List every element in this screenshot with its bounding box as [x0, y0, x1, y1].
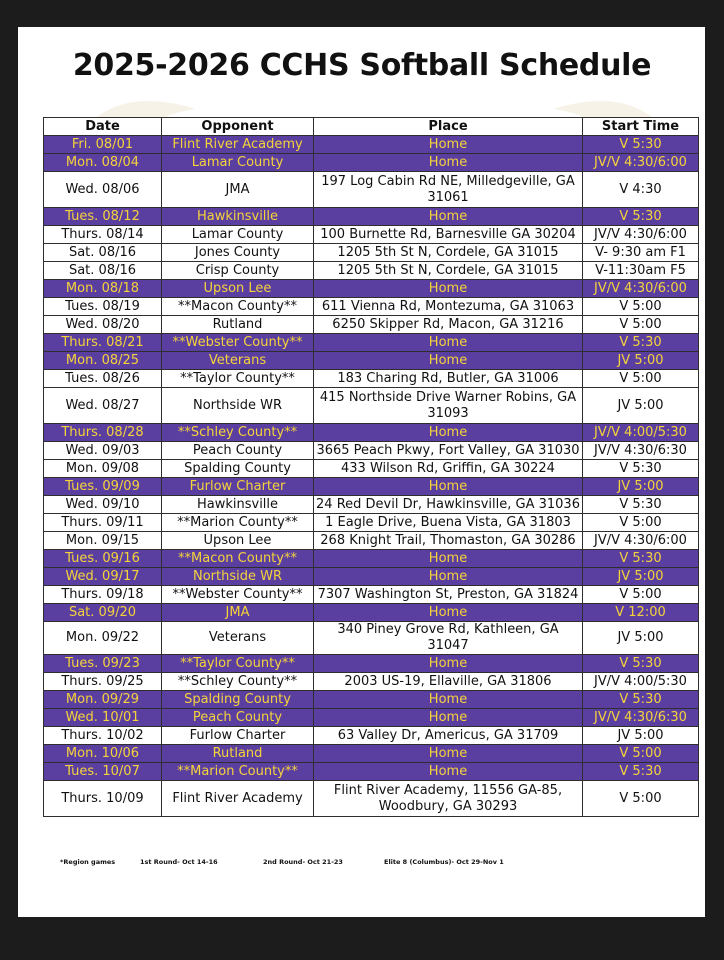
date-cell: Mon. 09/29: [44, 691, 162, 709]
home-game-row: [44, 604, 699, 622]
home-game-row: [44, 424, 699, 442]
start-time-cell: JV/V 4:30/6:00: [583, 280, 699, 298]
start-time-cell: JV/V 4:30/6:30: [583, 442, 699, 460]
opponent-cell: Rutland: [162, 316, 314, 334]
place-cell: Home: [314, 691, 583, 709]
opponent-cell: Peach County: [162, 709, 314, 727]
opponent-cell: Crisp County: [162, 262, 314, 280]
place-cell: Home: [314, 334, 583, 352]
date-cell: Thurs. 09/18: [44, 586, 162, 604]
place-cell: Home: [314, 604, 583, 622]
opponent-cell: **Schley County**: [162, 424, 314, 442]
date-cell: Thurs. 10/02: [44, 727, 162, 745]
away-game-row: [44, 370, 699, 388]
away-game-row: [44, 388, 699, 424]
place-cell: Home: [314, 280, 583, 298]
schedule-table: [43, 117, 699, 817]
date-cell: Mon. 09/08: [44, 460, 162, 478]
date-cell: Tues. 09/09: [44, 478, 162, 496]
away-game-row: [44, 673, 699, 691]
date-cell: Wed. 09/17: [44, 568, 162, 586]
date-cell: Thurs. 09/11: [44, 514, 162, 532]
start-time-cell: JV/V 4:30/6:00: [583, 226, 699, 244]
opponent-cell: Furlow Charter: [162, 478, 314, 496]
place-cell: 197 Log Cabin Rd NE, Milledgeville, GA 31061: [314, 172, 583, 208]
date-cell: Thurs. 10/09: [44, 781, 162, 817]
start-time-cell: JV/V 4:30/6:00: [583, 154, 699, 172]
start-time-cell: JV 5:00: [583, 478, 699, 496]
home-game-row: [44, 208, 699, 226]
start-time-cell: V 5:30: [583, 691, 699, 709]
place-cell: Home: [314, 745, 583, 763]
start-time-cell: V 5:00: [583, 514, 699, 532]
date-cell: Mon. 08/25: [44, 352, 162, 370]
opponent-cell: **Marion County**: [162, 763, 314, 781]
place-cell: 3665 Peach Pkwy, Fort Valley, GA 31030: [314, 442, 583, 460]
opponent-cell: JMA: [162, 172, 314, 208]
start-time-cell: V 5:30: [583, 334, 699, 352]
date-cell: Fri. 08/01: [44, 136, 162, 154]
start-time-cell: V 5:00: [583, 781, 699, 817]
opponent-cell: Upson Lee: [162, 280, 314, 298]
opponent-cell: **Macon County**: [162, 550, 314, 568]
start-time-cell: V 5:00: [583, 370, 699, 388]
place-cell: 415 Northside Drive Warner Robins, GA 31093: [314, 388, 583, 424]
place-cell: Home: [314, 424, 583, 442]
home-game-row: [44, 745, 699, 763]
opponent-cell: **Webster County**: [162, 586, 314, 604]
date-cell: Wed. 08/06: [44, 172, 162, 208]
home-game-row: [44, 352, 699, 370]
date-cell: Tues. 09/23: [44, 655, 162, 673]
start-time-cell: V-11:30am F5: [583, 262, 699, 280]
date-cell: Sat. 08/16: [44, 262, 162, 280]
home-game-row: [44, 550, 699, 568]
place-cell: 433 Wilson Rd, Griffin, GA 30224: [314, 460, 583, 478]
away-game-row: [44, 586, 699, 604]
region-games-note: *Region games: [60, 858, 116, 866]
home-game-row: [44, 568, 699, 586]
column-header-place: Place: [314, 118, 583, 136]
opponent-cell: Northside WR: [162, 388, 314, 424]
start-time-cell: V 5:30: [583, 460, 699, 478]
opponent-cell: JMA: [162, 604, 314, 622]
start-time-cell: V 5:30: [583, 655, 699, 673]
date-cell: Wed. 08/27: [44, 388, 162, 424]
opponent-cell: **Webster County**: [162, 334, 314, 352]
start-time-cell: V- 9:30 am F1: [583, 244, 699, 262]
start-time-cell: V 5:30: [583, 208, 699, 226]
place-cell: 340 Piney Grove Rd, Kathleen, GA 31047: [314, 622, 583, 655]
place-cell: 1205 5th St N, Cordele, GA 31015: [314, 244, 583, 262]
second-round-note: 2nd Round- Oct 21-23: [263, 858, 343, 866]
away-game-row: [44, 298, 699, 316]
start-time-cell: V 5:30: [583, 550, 699, 568]
away-game-row: [44, 172, 699, 208]
opponent-cell: Hawkinsville: [162, 496, 314, 514]
start-time-cell: V 5:30: [583, 136, 699, 154]
start-time-cell: V 5:00: [583, 745, 699, 763]
date-cell: Mon. 08/18: [44, 280, 162, 298]
place-cell: 2003 US-19, Ellaville, GA 31806: [314, 673, 583, 691]
start-time-cell: V 12:00: [583, 604, 699, 622]
home-game-row: [44, 334, 699, 352]
away-game-row: [44, 781, 699, 817]
start-time-cell: V 5:00: [583, 298, 699, 316]
opponent-cell: Northside WR: [162, 568, 314, 586]
date-cell: Wed. 09/03: [44, 442, 162, 460]
column-header-start-time: Start Time: [583, 118, 699, 136]
date-cell: Mon. 09/22: [44, 622, 162, 655]
opponent-cell: Rutland: [162, 745, 314, 763]
place-cell: Home: [314, 478, 583, 496]
away-game-row: [44, 460, 699, 478]
opponent-cell: Flint River Academy: [162, 781, 314, 817]
home-game-row: [44, 691, 699, 709]
date-cell: Tues. 08/19: [44, 298, 162, 316]
opponent-cell: Spalding County: [162, 460, 314, 478]
opponent-cell: Upson Lee: [162, 532, 314, 550]
date-cell: Thurs. 08/28: [44, 424, 162, 442]
date-cell: Thurs. 08/14: [44, 226, 162, 244]
date-cell: Wed. 09/10: [44, 496, 162, 514]
away-game-row: [44, 496, 699, 514]
date-cell: Thurs. 09/25: [44, 673, 162, 691]
place-cell: Home: [314, 136, 583, 154]
away-game-row: [44, 622, 699, 655]
start-time-cell: V 5:00: [583, 586, 699, 604]
start-time-cell: JV 5:00: [583, 352, 699, 370]
date-cell: Mon. 09/15: [44, 532, 162, 550]
opponent-cell: **Macon County**: [162, 298, 314, 316]
place-cell: 63 Valley Dr, Americus, GA 31709: [314, 727, 583, 745]
date-cell: Tues. 08/12: [44, 208, 162, 226]
elite-eight-note: Elite 8 (Columbus)- Oct 29-Nov 1: [384, 858, 504, 866]
start-time-cell: V 5:30: [583, 496, 699, 514]
place-cell: Home: [314, 550, 583, 568]
away-game-row: [44, 514, 699, 532]
date-cell: Mon. 08/04: [44, 154, 162, 172]
place-cell: 268 Knight Trail, Thomaston, GA 30286: [314, 532, 583, 550]
away-game-row: [44, 727, 699, 745]
opponent-cell: Lamar County: [162, 154, 314, 172]
home-game-row: [44, 154, 699, 172]
start-time-cell: V 5:30: [583, 763, 699, 781]
opponent-cell: Veterans: [162, 352, 314, 370]
date-cell: Wed. 08/20: [44, 316, 162, 334]
place-cell: Home: [314, 208, 583, 226]
date-cell: Mon. 10/06: [44, 745, 162, 763]
date-cell: Tues. 10/07: [44, 763, 162, 781]
start-time-cell: JV/V 4:30/6:30: [583, 709, 699, 727]
home-game-row: [44, 655, 699, 673]
place-cell: 6250 Skipper Rd, Macon, GA 31216: [314, 316, 583, 334]
place-cell: 100 Burnette Rd, Barnesville GA 30204: [314, 226, 583, 244]
place-cell: Home: [314, 154, 583, 172]
place-cell: Home: [314, 352, 583, 370]
start-time-cell: JV 5:00: [583, 388, 699, 424]
away-game-row: [44, 442, 699, 460]
home-game-row: [44, 709, 699, 727]
date-cell: Tues. 09/16: [44, 550, 162, 568]
opponent-cell: Flint River Academy: [162, 136, 314, 154]
place-cell: 1205 5th St N, Cordele, GA 31015: [314, 262, 583, 280]
opponent-cell: Spalding County: [162, 691, 314, 709]
column-header-date: Date: [44, 118, 162, 136]
start-time-cell: V 4:30: [583, 172, 699, 208]
schedule-title: 2025-2026 CCHS Softball Schedule: [72, 48, 652, 83]
start-time-cell: JV/V 4:00/5:30: [583, 673, 699, 691]
start-time-cell: JV 5:00: [583, 568, 699, 586]
opponent-cell: Lamar County: [162, 226, 314, 244]
away-game-row: [44, 532, 699, 550]
start-time-cell: V 5:00: [583, 316, 699, 334]
opponent-cell: Peach County: [162, 442, 314, 460]
place-cell: Home: [314, 709, 583, 727]
home-game-row: [44, 763, 699, 781]
start-time-cell: JV/V 4:00/5:30: [583, 424, 699, 442]
place-cell: Home: [314, 568, 583, 586]
start-time-cell: JV/V 4:30/6:00: [583, 532, 699, 550]
away-game-row: [44, 316, 699, 334]
opponent-cell: Veterans: [162, 622, 314, 655]
date-cell: Tues. 08/26: [44, 370, 162, 388]
place-cell: Home: [314, 655, 583, 673]
opponent-cell: Hawkinsville: [162, 208, 314, 226]
away-game-row: [44, 262, 699, 280]
place-cell: Flint River Academy, 11556 GA-85, Woodbury, GA 30293: [314, 781, 583, 817]
place-cell: Home: [314, 763, 583, 781]
column-header-opponent: Opponent: [162, 118, 314, 136]
first-round-note: 1st Round- Oct 14-16: [140, 858, 218, 866]
opponent-cell: **Marion County**: [162, 514, 314, 532]
date-cell: Wed. 10/01: [44, 709, 162, 727]
place-cell: 1 Eagle Drive, Buena Vista, GA 31803: [314, 514, 583, 532]
opponent-cell: **Schley County**: [162, 673, 314, 691]
opponent-cell: **Taylor County**: [162, 370, 314, 388]
date-cell: Thurs. 08/21: [44, 334, 162, 352]
start-time-cell: JV 5:00: [583, 622, 699, 655]
home-game-row: [44, 478, 699, 496]
away-game-row: [44, 244, 699, 262]
opponent-cell: Furlow Charter: [162, 727, 314, 745]
place-cell: 7307 Washington St, Preston, GA 31824: [314, 586, 583, 604]
opponent-cell: Jones County: [162, 244, 314, 262]
place-cell: 183 Charing Rd, Butler, GA 31006: [314, 370, 583, 388]
away-game-row: [44, 226, 699, 244]
place-cell: 24 Red Devil Dr, Hawkinsville, GA 31036: [314, 496, 583, 514]
date-cell: Sat. 09/20: [44, 604, 162, 622]
place-cell: 611 Vienna Rd, Montezuma, GA 31063: [314, 298, 583, 316]
opponent-cell: **Taylor County**: [162, 655, 314, 673]
home-game-row: [44, 280, 699, 298]
home-game-row: [44, 136, 699, 154]
start-time-cell: JV 5:00: [583, 727, 699, 745]
date-cell: Sat. 08/16: [44, 244, 162, 262]
table-header-row: [44, 118, 699, 136]
